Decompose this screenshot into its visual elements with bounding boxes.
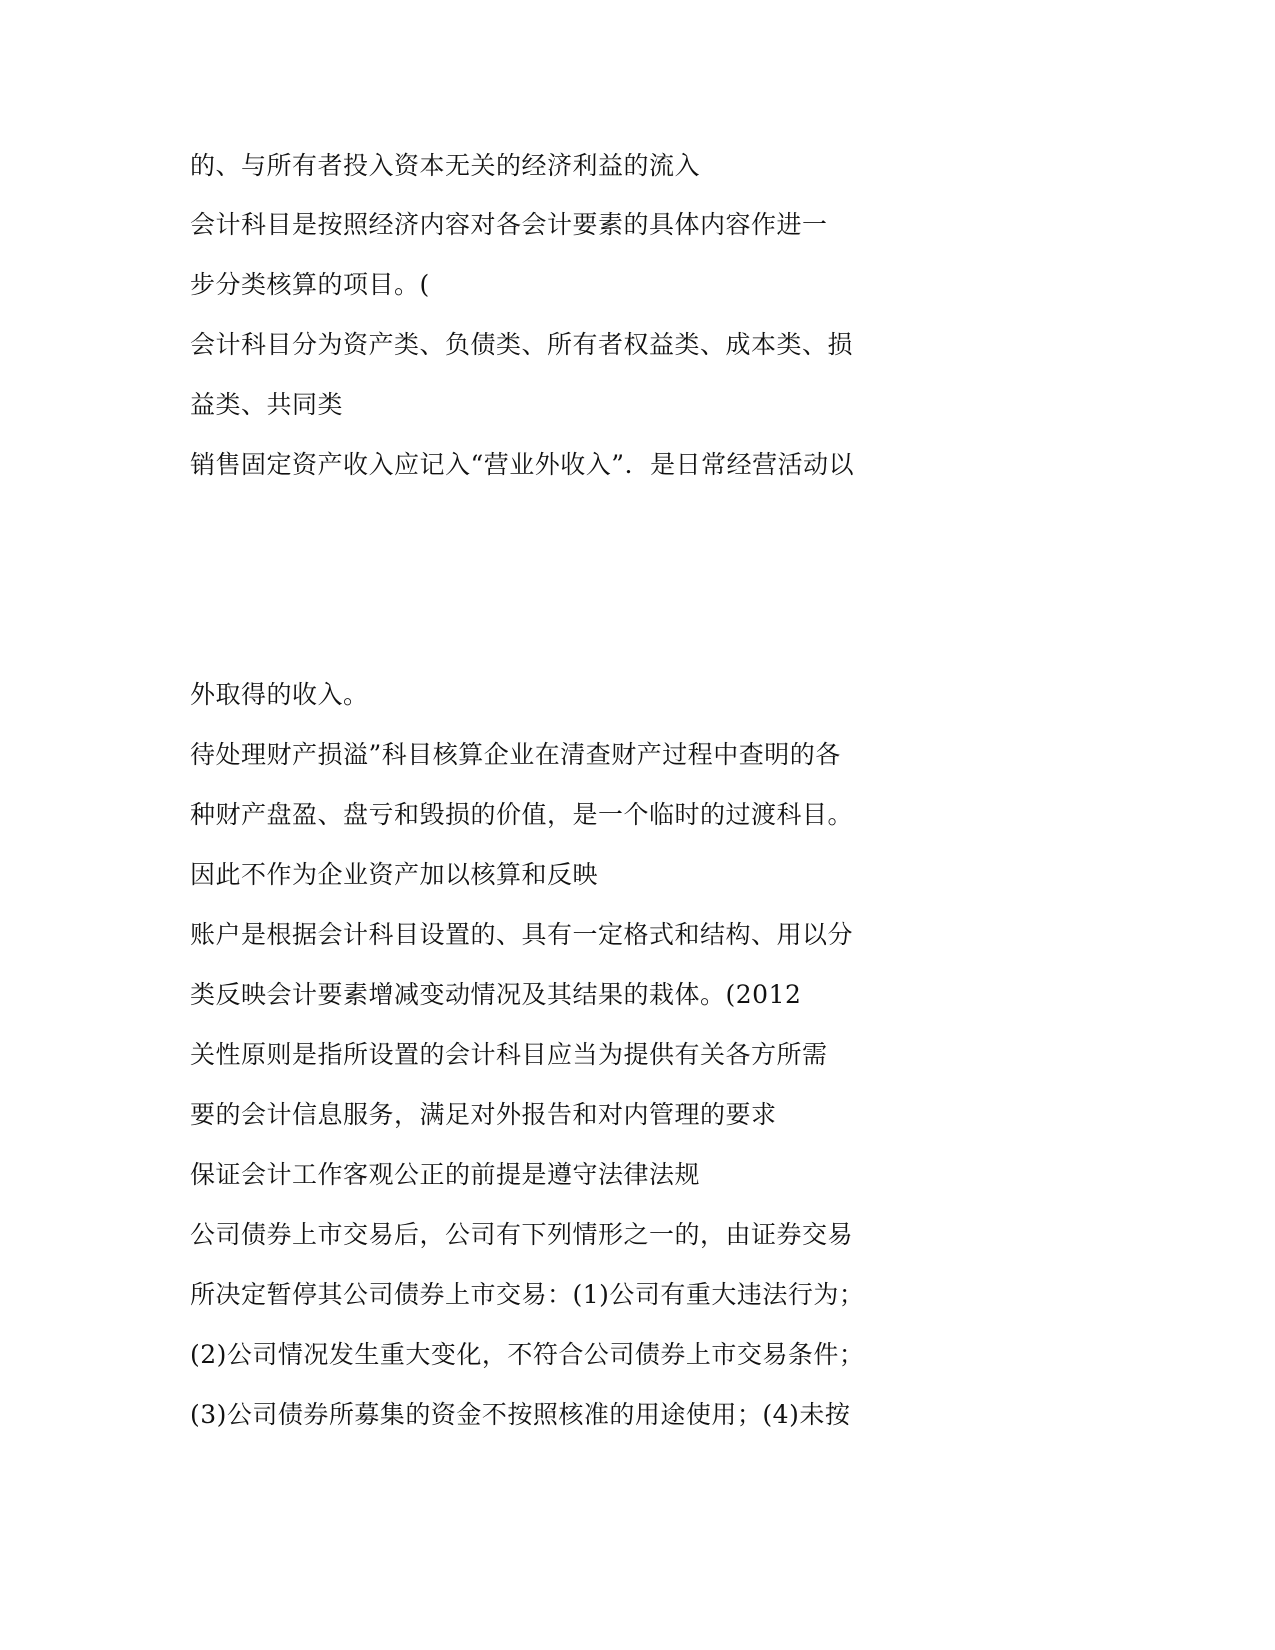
text-line: (2)公司情况发生重大变化，不符合公司债券上市交易条件； [190,1340,865,1369]
text-line: 种财产盘盈、盘亏和毁损的价值，是一个临时的过渡科目。 [190,800,854,829]
text-line: (3)公司债券所募集的资金不按照核准的用途使用；(4)未按 [190,1400,851,1429]
text-line: 类反映会计要素增减变动情况及其结果的栽体。(2012 [190,980,802,1009]
text-line: 的、与所有者投入资本无关的经济利益的流入 [190,151,701,180]
text-line: 步分类核算的项目。( [190,270,430,299]
text-line: 因此不作为企业资产加以核算和反映 [190,860,599,889]
text-line: 益类、共同类 [190,390,344,419]
text-line: 要的会计信息服务，满足对外报告和对内管理的要求 [190,1100,777,1129]
text-line: 保证会计工作客观公正的前提是遵守法律法规 [190,1160,701,1189]
text-line: 待处理财产损溢”科目核算企业在清查财产过程中查明的各 [190,740,841,769]
text-line: 关性原则是指所设置的会计科目应当为提供有关各方所需 [190,1040,828,1069]
text-line: 账户是根据会计科目设置的、具有一定格式和结构、用以分 [190,920,854,949]
text-line: 会计科目分为资产类、负债类、所有者权益类、成本类、损 [190,330,854,359]
text-line: 销售固定资产收入应记入“营业外收入”．是日常经营活动以 [190,450,855,479]
text-line: 会计科目是按照经济内容对各会计要素的具体内容作进一 [190,210,828,239]
text-line: 公司债券上市交易后，公司有下列情形之一的，由证券交易 [190,1220,854,1249]
text-line: 所决定暂停其公司债券上市交易：(1)公司有重大违法行为； [190,1280,865,1309]
text-line: 外取得的收入。 [190,680,369,709]
